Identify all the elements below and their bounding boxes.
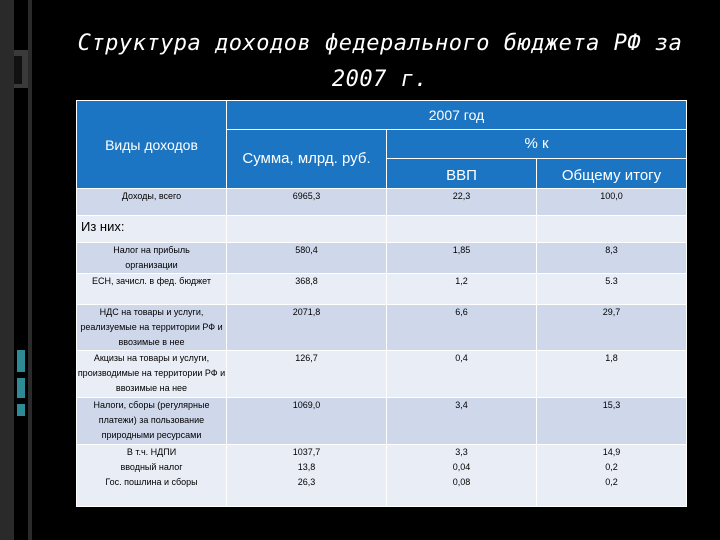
table-row (77, 305, 687, 351)
row-label: Доходы, всего (121, 191, 182, 201)
row-total: 1,8 (605, 353, 618, 363)
table-row (77, 274, 687, 305)
header-sum (227, 130, 387, 189)
row-sum: 580,4 (295, 245, 318, 255)
header-gdp (387, 159, 537, 189)
decor-bar-left-2 (28, 0, 32, 540)
row-gdp: 22,3 (452, 191, 471, 201)
row-label: Гос. пошлина и сборы (105, 477, 198, 487)
budget-table (76, 100, 687, 507)
table-row (77, 189, 687, 216)
row-sum: 126,7 (295, 353, 318, 363)
row-gdp: 3,4 (455, 400, 468, 410)
row-label: Из них: (81, 219, 125, 234)
decor-teal-2 (17, 378, 25, 398)
header-types (77, 101, 227, 189)
row-total: 5.3 (605, 276, 618, 286)
table-row (77, 445, 687, 507)
row-label: вводный налог (120, 462, 183, 472)
header-total-label: Общему итогу (561, 167, 662, 184)
table-row (77, 243, 687, 274)
row-gdp: 0,04 (452, 462, 471, 472)
table-row (77, 398, 687, 445)
row-sum: 6965,3 (292, 191, 321, 201)
header-sum-label: Сумма, млрд. руб. (242, 150, 371, 167)
header-types-label: Виды доходов (105, 136, 198, 153)
row-sum: 13,8 (297, 462, 316, 472)
row-gdp: 0,4 (455, 353, 468, 363)
header-year-label: 2007 год (428, 107, 485, 123)
row-gdp: 1,2 (455, 276, 468, 286)
decor-teal-1 (17, 350, 25, 372)
row-sum: 1069,0 (292, 400, 321, 410)
row-label: Налоги, сборы (регулярные платежи) за пользование природными ресурсами (93, 400, 210, 440)
header-percent-label: % к (524, 135, 549, 152)
header-gdp-label: ВВП (446, 167, 477, 184)
decor-teal-3 (17, 404, 25, 416)
header-percent (387, 130, 687, 159)
row-total: 0,2 (605, 462, 618, 472)
row-sum: 26,3 (297, 477, 316, 487)
header-year (227, 101, 687, 130)
row-sum: 2071,8 (292, 307, 321, 317)
table-row (77, 216, 687, 243)
row-total: 0,2 (605, 477, 618, 487)
row-label: Налог на прибыль организации (113, 245, 190, 270)
row-gdp: 1,85 (452, 245, 471, 255)
row-label: ЕСН, зачисл. в фед. бюджет (92, 276, 211, 286)
row-sum: 1037,7 (292, 447, 321, 457)
row-total: 100,0 (600, 191, 623, 201)
decor-bar-left (0, 0, 14, 540)
row-total: 14,9 (602, 447, 621, 457)
row-total: 15,3 (602, 400, 621, 410)
row-gdp: 0,08 (452, 477, 471, 487)
row-label: В т.ч. НДПИ (126, 447, 177, 457)
row-gdp: 6,6 (455, 307, 468, 317)
header-total (537, 159, 687, 189)
row-label: НДС на товары и услуги, реализуемые на территории РФ и ввозимые в нее (80, 307, 223, 347)
row-label: Акцизы на товары и услуги, производимые на территории РФ и ввозимые на нее (77, 353, 226, 393)
row-total: 29,7 (602, 307, 621, 317)
row-total: 8,3 (605, 245, 618, 255)
table-row (77, 351, 687, 398)
row-gdp: 3,3 (455, 447, 468, 457)
decor-block-2 (14, 56, 22, 84)
slide-title: Структура доходов федерального бюджета РФ за 2007 г. (77, 31, 683, 92)
row-sum: 368,8 (295, 276, 318, 286)
